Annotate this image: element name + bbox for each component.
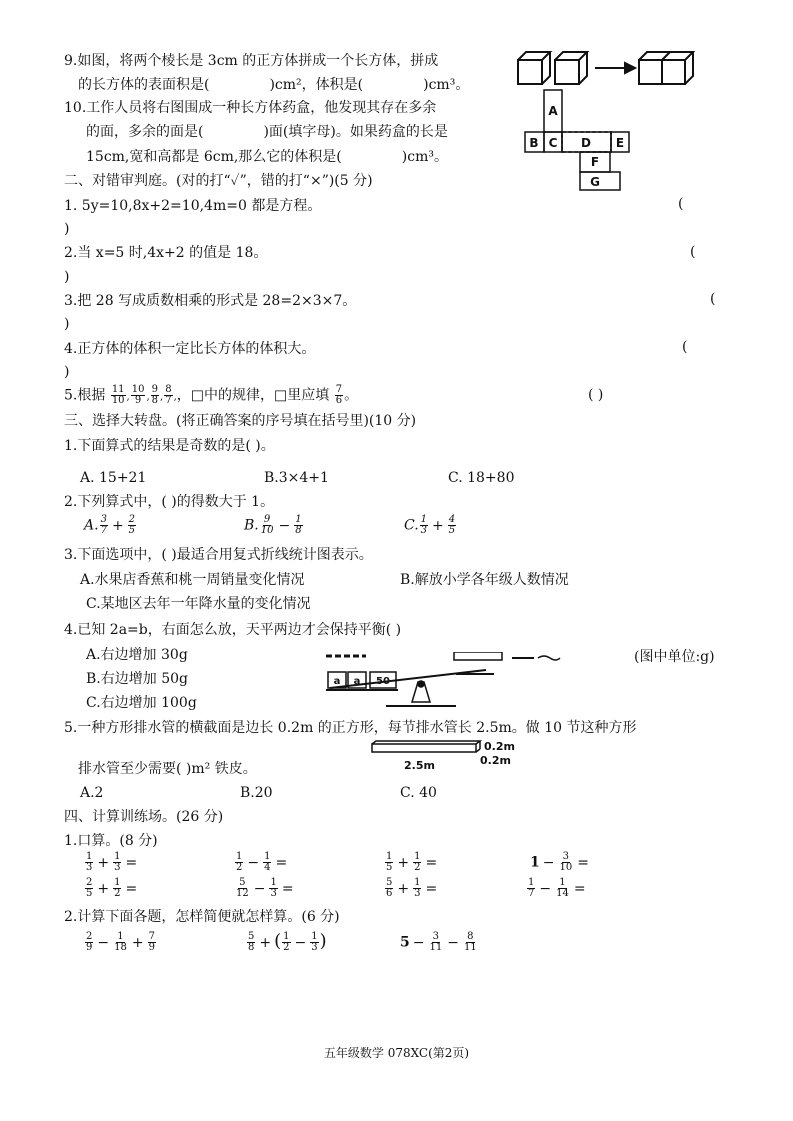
s3-q4-unit: (图中单位:g): [634, 649, 715, 665]
s3-q3-opt-a[interactable]: A.水果店香蕉和桃一周销量变化情况: [80, 572, 305, 588]
s3-q5-opt-c[interactable]: C. 40: [400, 785, 437, 801]
section4-title: 四、计算训练场。(26 分): [64, 809, 224, 825]
calc-4[interactable]: 1 − $\frac{3}{10}$ =: [530, 851, 589, 873]
s2-item5-mid: ，□中的规律，□里应填: [176, 387, 330, 404]
s3-q5-line2: 排水管至少需要( )m² 铁皮。: [78, 761, 257, 777]
calc-simplify-3[interactable]: 5 − $\frac{3}{11}$ − $\frac{8}{11}$: [400, 931, 477, 953]
s4-q1: 1.口算。(8 分): [64, 833, 158, 849]
s2-item5: 5.根据 $\frac{11}{10}$ , $\frac{10}{9}$ , $\frac{9}{8}$ , $\frac{8}{7}$ ,，□中的规律，□里应填 $\frac{7}{6}$ 。: [64, 384, 359, 406]
section3-title: 三、选择大转盘。(将正确答案的序号填在括号里)(10 分): [64, 413, 417, 429]
net-label-f: F: [590, 155, 600, 169]
s3-q1: 1.下面算式的结果是奇数的是( )。: [64, 438, 275, 454]
q9-line1: 9.如图，将两个棱长是 3cm 的正方体拼成一个长方体，拼成: [64, 53, 439, 69]
calc-5[interactable]: $\frac{2}{5}$ + $\frac{1}{2}$ =: [86, 877, 138, 899]
q10-line1: 10.工作人员将右图围成一种长方体药盒，他发现其存在多余: [64, 100, 437, 116]
s2-item1-paren-open[interactable]: (: [678, 196, 684, 212]
calc-3[interactable]: $\frac{1}{5}$ + $\frac{1}{2}$ =: [386, 851, 438, 873]
s3-q5-opt-a[interactable]: A.2: [80, 785, 104, 801]
s2-item4-paren-open[interactable]: (: [682, 339, 688, 355]
s2-item4-paren-close: ): [64, 364, 70, 380]
fraction: $\frac{9}{8}$: [151, 384, 159, 406]
balance-block-a2: a: [353, 676, 361, 687]
s2-item3-paren-open[interactable]: (: [710, 291, 716, 307]
s2-item2-paren-close: ): [64, 269, 70, 285]
balance-block-a1: a: [333, 676, 341, 687]
s2-item3: 3.把 28 写成质数相乘的形式是 28=2×3×7。: [64, 293, 357, 309]
balance-scale-figure: [326, 652, 576, 708]
q9-text-b: )cm²，体积是(: [269, 77, 364, 93]
s3-q3: 3.下面选项中，( )最适合用复式折线统计图表示。: [64, 547, 373, 563]
calc-6[interactable]: $\frac{5}{12}$ − $\frac{1}{3}$ =: [236, 877, 294, 899]
fraction: $\frac{7}{6}$: [335, 384, 343, 406]
s3-q1-opt-c[interactable]: C. 18+80: [448, 470, 515, 486]
page-footer: 五年级数学 078XC(第2页): [323, 1046, 470, 1060]
s3-q2-opt-b[interactable]: B. $\frac{9}{10}$ − $\frac{1}{8}$: [244, 514, 302, 536]
s3-q3-opt-c[interactable]: C.某地区去年一年降水量的变化情况: [86, 596, 311, 612]
q10-line3: [86, 148, 448, 166]
net-label-e: E: [615, 136, 625, 150]
s3-q1-opt-a[interactable]: A. 15+21: [80, 470, 147, 486]
net-label-c: C: [548, 136, 558, 150]
q10-text-b: )面(填字母)。如果药盒的长是: [263, 124, 448, 140]
fraction: $\frac{11}{10}$: [111, 384, 125, 406]
fraction: $\frac{8}{7}$: [165, 384, 172, 406]
net-label-g: G: [590, 175, 600, 189]
calc-8[interactable]: $\frac{1}{7}$ − $\frac{1}{14}$ =: [528, 877, 586, 899]
calc-simplify-1[interactable]: $\frac{2}{9}$ − $\frac{1}{18}$ + $\frac{7}{9}$: [86, 931, 155, 953]
s3-q2: 2.下列算式中，( )的得数大于 1。: [64, 494, 275, 510]
s3-q4-opt-b[interactable]: B.右边增加 50g: [86, 671, 188, 687]
pipe-label-bottom: 0.2m: [480, 754, 511, 767]
q9-line2: [78, 76, 469, 94]
calc-simplify-2[interactable]: $\frac{5}{8}$ + ( $\frac{1}{2}$ − $\frac{1}{3}$ ): [248, 930, 327, 953]
net-label-a: A: [548, 104, 558, 118]
balance-block-50: 50: [376, 676, 390, 687]
q10-text-c: 15cm,宽和高都是 6cm,那么它的体积是(: [86, 149, 342, 165]
s2-item2: 2.当 x=5 时,4x+2 的值是 18。: [64, 245, 268, 261]
fraction: $\frac{10}{9}$: [131, 384, 145, 406]
s3-q5-line1: 5.一种方形排水管的横截面是边长 0.2m 的正方形，每节排水管长 2.5m。做 10 节这种方形: [64, 720, 637, 736]
s2-item1-paren-close: ): [64, 221, 70, 237]
pipe-label-top: 0.2m: [484, 740, 515, 753]
s2-item5-paren[interactable]: ( ): [588, 387, 604, 403]
s3-q4-opt-a[interactable]: A.右边增加 30g: [86, 647, 188, 663]
section2-title: 二、对错审判庭。(对的打“✓”，错的打“×”)(5 分): [64, 173, 373, 189]
s4-q2: 2.计算下面各题，怎样简便就怎样算。(6 分): [64, 909, 340, 925]
q9-text-c: )cm³。: [423, 77, 470, 93]
pipe-figure: [368, 738, 528, 772]
s2-item3-paren-close: ): [64, 316, 70, 332]
s3-q1-opt-b[interactable]: B.3×4+1: [264, 470, 329, 486]
s2-item4: 4.正方体的体积一定比长方体的体积大。: [64, 341, 316, 357]
s3-q5-opt-b[interactable]: B.20: [240, 785, 273, 801]
s2-item5-prefix: 5.根据: [64, 387, 106, 404]
calc-7[interactable]: $\frac{5}{6}$ + $\frac{1}{3}$ =: [386, 877, 438, 899]
calc-2[interactable]: $\frac{1}{2}$ − $\frac{1}{4}$ =: [236, 851, 288, 873]
s3-q3-opt-b[interactable]: B.解放小学各年级人数情况: [400, 572, 569, 588]
box-net-figure: [523, 84, 653, 194]
q10-text-d: )cm³。: [401, 149, 448, 165]
cubes-figure: [515, 48, 695, 88]
s3-q4-opt-c[interactable]: C.右边增加 100g: [86, 695, 197, 711]
q10-line2: [86, 123, 448, 141]
s3-q4: 4.已知 2a=b，右面怎么放，天平两边才会保持平衡( ): [64, 622, 402, 638]
q10-text-a: 的面，多余的面是(: [86, 124, 204, 140]
s2-item2-paren-open[interactable]: (: [690, 244, 696, 260]
calc-1[interactable]: $\frac{1}{3}$ + $\frac{1}{3}$ =: [86, 851, 138, 873]
pipe-label-length: 2.5m: [404, 759, 435, 772]
q9-text-a: 的长方体的表面积是(: [78, 77, 210, 93]
s2-item1: 1. 5y=10,8x+2=10,4m=0 都是方程。: [64, 198, 322, 214]
net-label-b: B: [529, 136, 539, 150]
s3-q2-opt-c[interactable]: C. $\frac{1}{3}$ + $\frac{4}{5}$: [404, 514, 456, 536]
s3-q2-opt-a[interactable]: A. $\frac{3}{7}$ + $\frac{2}{5}$: [84, 514, 136, 536]
net-label-d: D: [581, 136, 591, 150]
